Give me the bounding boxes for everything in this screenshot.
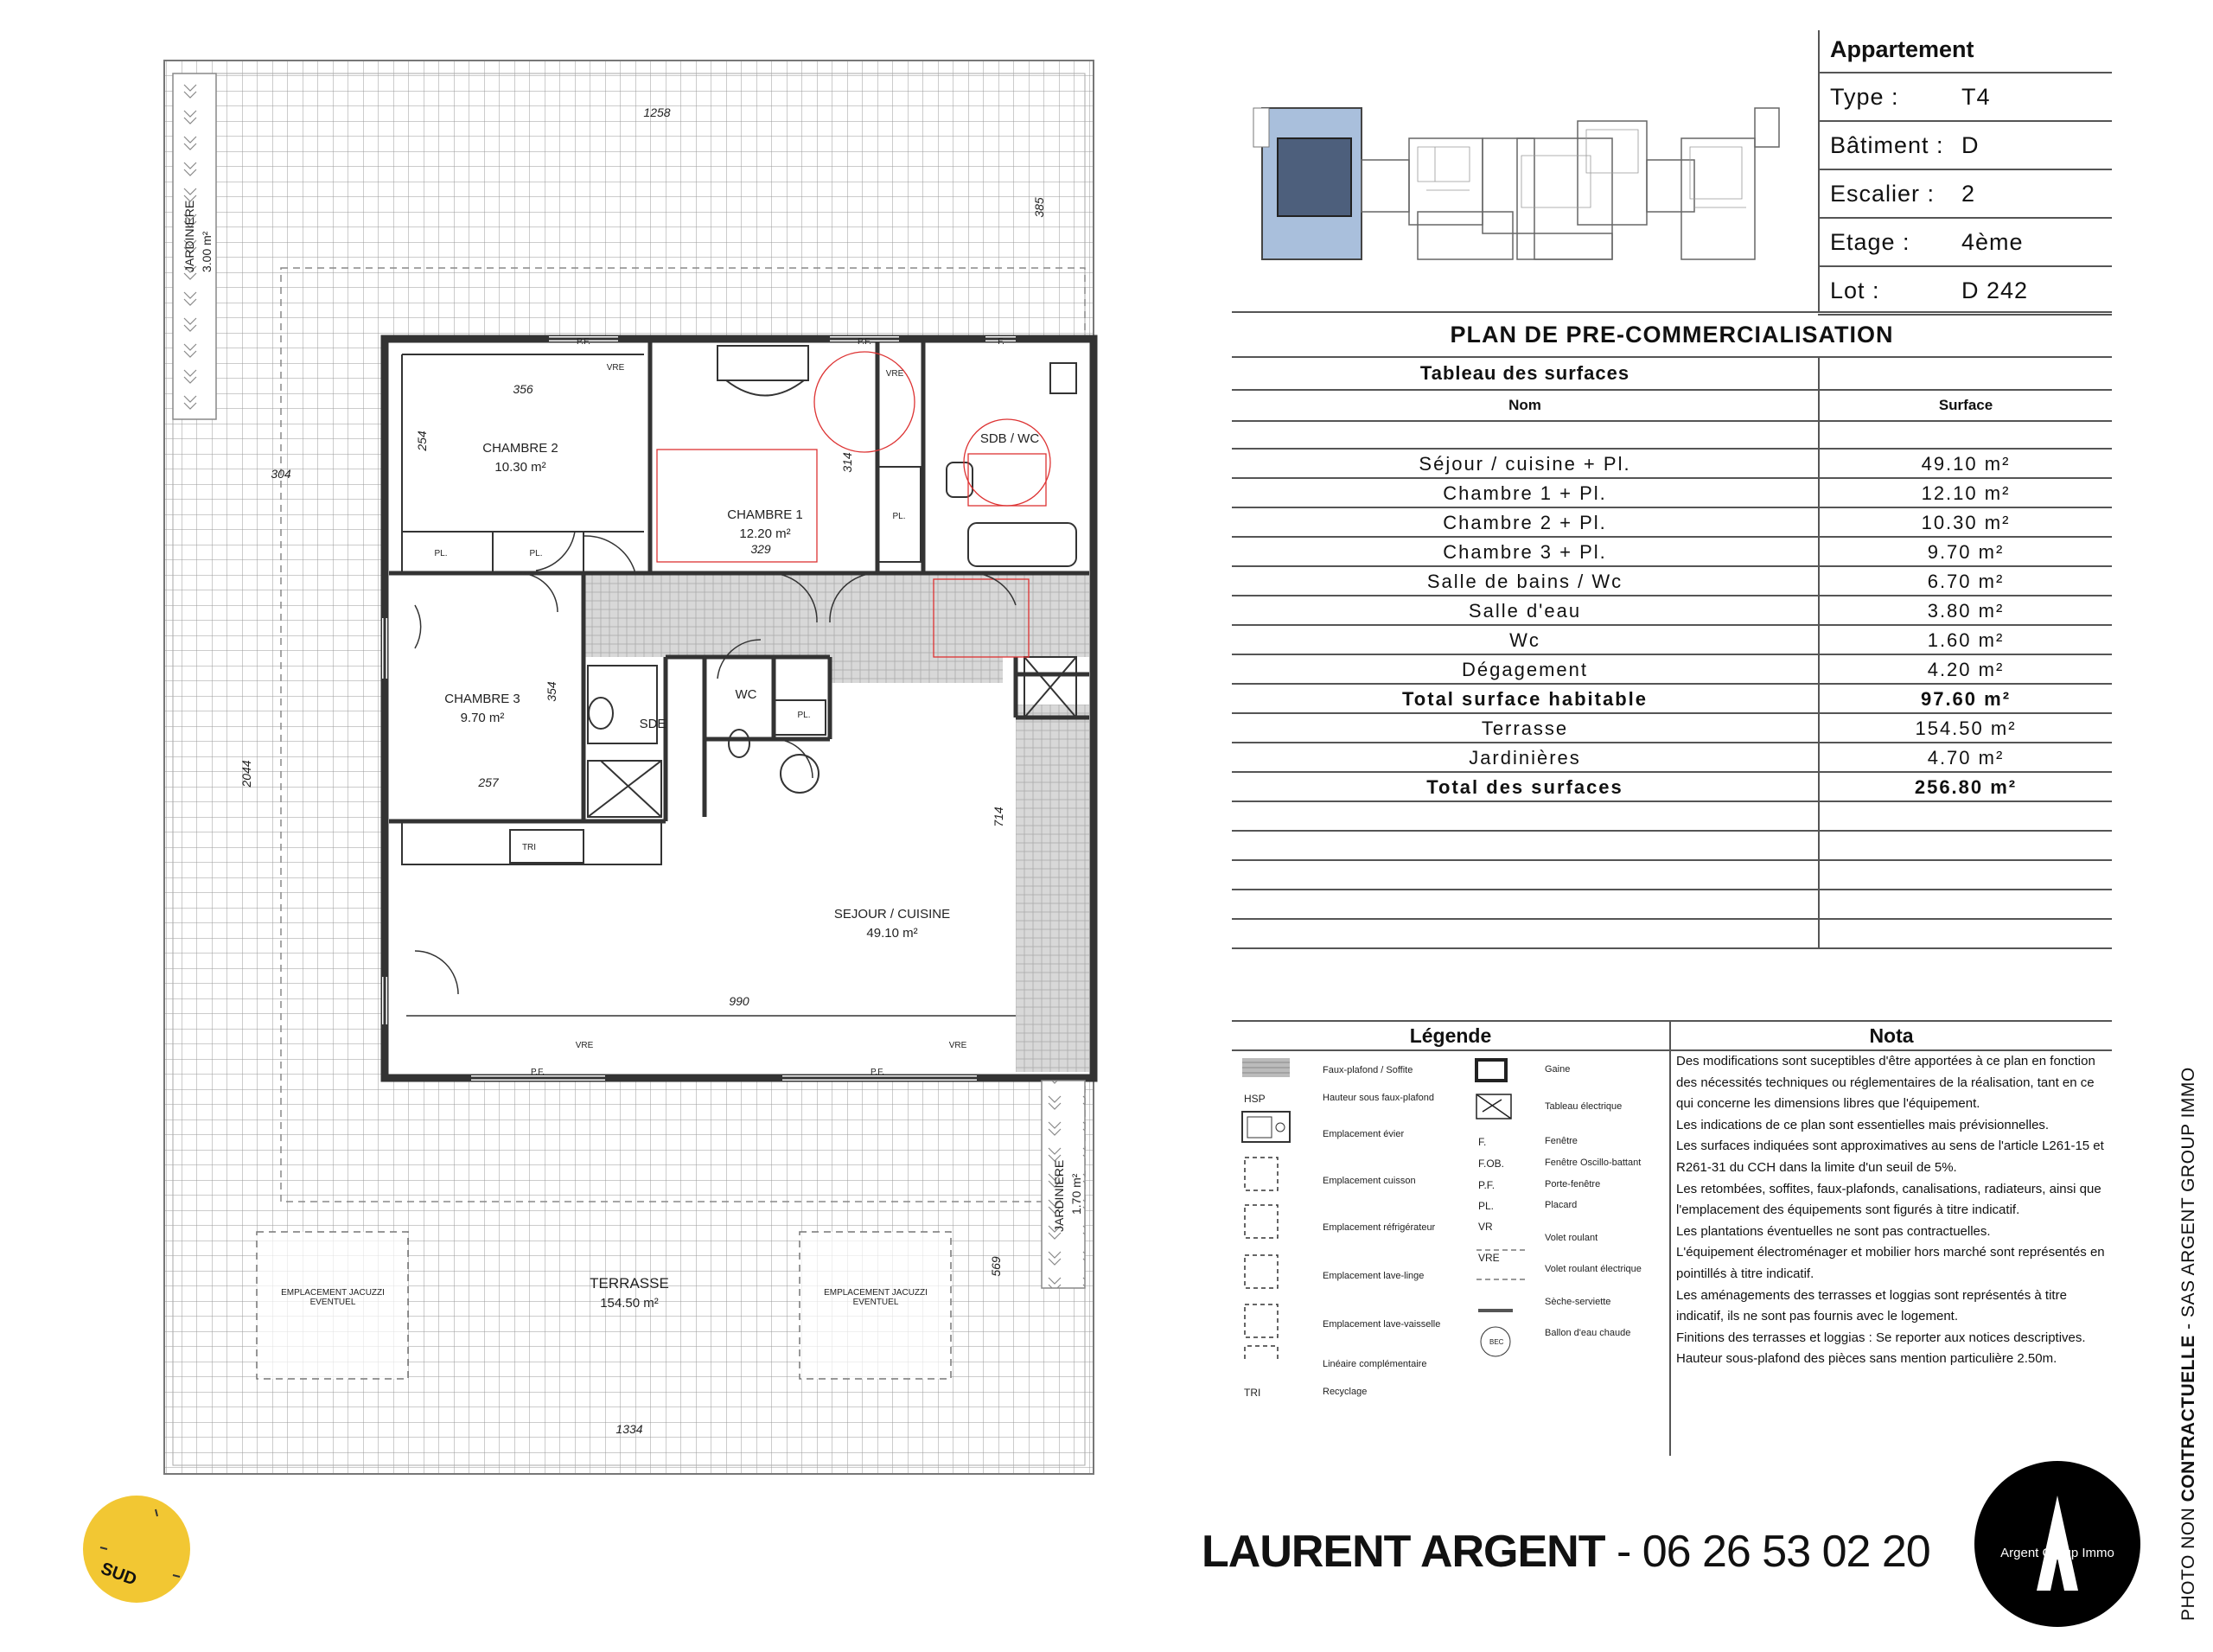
- nota-paragraph: Des modifications sont suceptibles d'être apportées à ce plan en fonction des nécessités techniques ou réglementaires de la réalisation, tant en ce qui concerne les dimensions libres que l'équipement.: [1676, 1054, 2095, 1112]
- room-chambre-1: CHAMBRE 1: [727, 507, 803, 522]
- dim-385: 385: [1032, 197, 1046, 218]
- dim-304: 304: [271, 467, 291, 481]
- surfaces-title: Tableau des surfaces: [1232, 358, 1820, 389]
- nota-text: [1673, 1051, 2114, 1370]
- legend-item: Placard: [1545, 1200, 1578, 1210]
- room-wc: WC: [735, 687, 757, 702]
- legend-item: Emplacement lave-vaisselle: [1323, 1319, 1441, 1330]
- info-key: Escalier :: [1830, 181, 1936, 207]
- dim-569: 569: [989, 1256, 1003, 1277]
- empty-row: [1232, 861, 2112, 890]
- info-key: Etage :: [1830, 229, 1910, 255]
- room-sejour-area: 49.10 m²: [866, 926, 918, 941]
- floor-plan: [0, 0, 1124, 1487]
- legend-nota: [1232, 1020, 2112, 1457]
- nota-paragraph: Les indications de ce plan sont essentielles mais prévisionnelles.: [1676, 1117, 2050, 1132]
- mark-pf-3: P.F.: [531, 1068, 545, 1077]
- surfaces-header: [1232, 391, 2112, 422]
- plan-title: PLAN DE PRE-COMMERCIALISATION: [1232, 311, 2112, 358]
- empty-row: [1232, 920, 2112, 949]
- room-sde: SDE: [639, 717, 666, 731]
- legend-code: VRE: [1478, 1252, 1500, 1264]
- nota-title: Nota: [1869, 1024, 1914, 1047]
- info-key: Lot :: [1830, 277, 1880, 303]
- compass-sud: [83, 1496, 190, 1603]
- surface-name: Chambre 2 + Pl.: [1232, 508, 1820, 536]
- info-row-batiment: [1818, 122, 2112, 170]
- legend-item: Porte-fenêtre: [1545, 1179, 1601, 1190]
- legend-item: Emplacement réfrigérateur: [1323, 1222, 1436, 1233]
- mark-pl-2: PL.: [529, 549, 543, 558]
- info-value: T4: [1961, 84, 1991, 110]
- empty-row: [1232, 802, 2112, 832]
- dim-354: 354: [545, 681, 558, 702]
- legend-item: Emplacement lave-linge: [1323, 1271, 1425, 1281]
- surface-name: Total des surfaces: [1232, 773, 1820, 800]
- jardiniere-1-name: JARDINIERE: [182, 200, 196, 272]
- dim-2044: 2044: [239, 760, 253, 788]
- surface-name: Dégagement: [1232, 655, 1820, 683]
- surface-name: Séjour / cuisine + Pl.: [1232, 450, 1820, 477]
- legend-code: BEC: [1489, 1338, 1504, 1346]
- room-terrasse: TERRASSE: [590, 1275, 669, 1292]
- mark-pl-3: PL.: [892, 512, 906, 521]
- mark-f-1: F.: [998, 337, 1004, 347]
- info-row-escalier: [1818, 170, 2112, 219]
- info-value: 4ème: [1961, 229, 2024, 255]
- nota-paragraph: Les retombées, soffites, faux-plafonds, canalisations, radiateurs, ainsi que l'emplacement des équipements sont figurés à titre indicatif.: [1676, 1181, 2101, 1218]
- legend-code: HSP: [1244, 1093, 1266, 1105]
- jardiniere-2-area: 1.70 m²: [1069, 1173, 1083, 1215]
- contact-line: [1202, 1526, 1930, 1578]
- dim-356: 356: [513, 382, 533, 396]
- mark-vre-4: VRE: [948, 1041, 967, 1050]
- surface-row: [1232, 655, 2112, 685]
- mark-pf-1: P.F.: [577, 337, 590, 347]
- surface-row: [1232, 596, 2112, 626]
- info-value: D: [1961, 132, 1980, 158]
- logo-text: Argent Group Immo: [2000, 1546, 2114, 1560]
- info-row-type: [1818, 73, 2112, 122]
- surface-row: [1232, 714, 2112, 743]
- legend-code: VR: [1478, 1221, 1493, 1233]
- surface-value: 154.50 m²: [1915, 718, 2017, 739]
- nota-paragraph: Hauteur sous-plafond des pièces sans mention particulière 2.50m.: [1676, 1351, 2057, 1367]
- dim-257: 257: [478, 775, 499, 789]
- legend-item: Fenêtre: [1545, 1136, 1578, 1146]
- dim-254: 254: [415, 431, 429, 451]
- surface-name: Jardinières: [1232, 743, 1820, 771]
- nota-paragraph: Les aménagements des terrasses et loggias sont représentés à titre indicatif, ils ne sont pas fournis avec le logement.: [1676, 1287, 2067, 1324]
- spacer-row: [1232, 422, 2112, 450]
- legend-code: F.: [1478, 1136, 1487, 1148]
- legend-code: PL.: [1478, 1200, 1495, 1212]
- col-nom: Nom: [1232, 391, 1820, 420]
- surface-value: 97.60 m²: [1920, 688, 2012, 710]
- legend-nota-header: [1232, 1020, 2112, 1051]
- surface-row: [1232, 685, 2112, 714]
- dim-314: 314: [840, 452, 854, 473]
- surface-row: [1232, 743, 2112, 773]
- surface-row: [1232, 538, 2112, 567]
- mark-pl-4: PL.: [797, 711, 811, 720]
- mark-vre-2: VRE: [885, 369, 904, 379]
- surface-value: 4.20 m²: [1927, 659, 2005, 680]
- room-sdb-wc: SDB / WC: [979, 431, 1040, 446]
- room-chambre-2: CHAMBRE 2: [482, 441, 558, 456]
- surface-name: Salle de bains / Wc: [1232, 567, 1820, 595]
- surface-value: 9.70 m²: [1927, 541, 2005, 563]
- mark-vre-1: VRE: [606, 363, 625, 373]
- nota-paragraph: Finitions des terrasses et loggias : Se reporter aux notices descriptives.: [1676, 1330, 2086, 1345]
- info-value: D 242: [1961, 277, 2029, 303]
- surface-row: [1232, 479, 2112, 508]
- nota-paragraph: L'équipement électroménager et mobilier hors marché sont représentés en pointillés à titre indicatif.: [1676, 1245, 2105, 1281]
- legend-item: Ballon d'eau chaude: [1545, 1328, 1631, 1338]
- mark-tri: TRI: [521, 843, 537, 852]
- surface-value: 4.70 m²: [1927, 747, 2005, 769]
- jacuzzi-label-2: EMPLACEMENT JACUZZI EVENTUEL: [824, 1288, 928, 1307]
- surface-name: Salle d'eau: [1232, 596, 1820, 624]
- legend-title: Légende: [1232, 1022, 1671, 1049]
- legend-item: Hauteur sous faux-plafond: [1323, 1093, 1435, 1103]
- info-key: Type :: [1830, 84, 1899, 110]
- room-chambre-3: CHAMBRE 3: [444, 692, 520, 706]
- legend-item: Faux-plafond / Soffite: [1323, 1065, 1413, 1075]
- surface-row: [1232, 567, 2112, 596]
- legend-item: Recyclage: [1323, 1387, 1368, 1397]
- legend-code: F.OB.: [1478, 1158, 1505, 1170]
- info-key: Bâtiment :: [1830, 132, 1944, 158]
- dim-990: 990: [729, 994, 749, 1008]
- legend-item: Emplacement cuisson: [1323, 1176, 1416, 1186]
- legend-code: TRI: [1244, 1387, 1261, 1399]
- apartment-info: [1818, 30, 2112, 316]
- surface-name: Chambre 1 + Pl.: [1232, 479, 1820, 507]
- info-title: Appartement: [1818, 30, 2112, 73]
- key-plan: [1245, 95, 1798, 268]
- legend-code: P.F.: [1478, 1179, 1496, 1191]
- dim-329: 329: [750, 542, 771, 556]
- surface-row: [1232, 450, 2112, 479]
- legend: [1232, 1049, 1671, 1456]
- surfaces-title-row: [1232, 358, 2112, 391]
- room-terrasse-area: 154.50 m²: [600, 1296, 659, 1311]
- legend-item: Sèche-serviette: [1545, 1297, 1611, 1307]
- surface-value: 10.30 m²: [1921, 512, 2011, 533]
- legend-item: Linéaire complémentaire: [1323, 1359, 1427, 1369]
- info-row-lot: [1818, 267, 2112, 316]
- surface-name: Wc: [1232, 626, 1820, 654]
- surface-value: 12.10 m²: [1921, 482, 2011, 504]
- info-value: 2: [1961, 181, 1976, 207]
- col-surface: Surface: [1938, 397, 1993, 413]
- compass-label: SUD: [98, 1559, 139, 1590]
- contact-name: LAURENT ARGENT: [1202, 1527, 1605, 1577]
- nota-paragraph: Les surfaces indiquées sont approximatives au sens de l'article L261-15 et R261-31 du CCH dans la limite d'un seuil de 5%.: [1676, 1139, 2104, 1175]
- side-text-1: PHOTO NON: [2178, 1502, 2198, 1621]
- jardiniere-1-area: 3.00 m²: [200, 231, 214, 272]
- surface-name: Total surface habitable: [1232, 685, 1820, 712]
- mark-pf-2: P.F.: [858, 337, 871, 347]
- room-chambre-3-area: 9.70 m²: [460, 711, 505, 725]
- room-sejour: SEJOUR / CUISINE: [833, 907, 951, 922]
- contact-phone: 06 26 53 02 20: [1642, 1527, 1930, 1577]
- side-text-3: - SAS ARGENT GROUP IMMO: [2178, 1067, 2198, 1336]
- legend-item: Tableau électrique: [1545, 1101, 1623, 1112]
- surface-row: [1232, 626, 2112, 655]
- side-disclaimer: [2178, 1067, 2199, 1621]
- surface-value: 49.10 m²: [1921, 453, 2011, 475]
- dim-1258: 1258: [643, 105, 671, 119]
- surface-name: Terrasse: [1232, 714, 1820, 742]
- dim-1334: 1334: [615, 1422, 643, 1436]
- surface-value: 6.70 m²: [1927, 571, 2005, 592]
- legend-item: Fenêtre Oscillo-battant: [1545, 1158, 1642, 1168]
- surface-row: [1232, 773, 2112, 802]
- surface-row: [1232, 508, 2112, 538]
- surface-name: Chambre 3 + Pl.: [1232, 538, 1820, 565]
- surface-value: 256.80 m²: [1914, 776, 2018, 798]
- info-row-etage: [1818, 219, 2112, 267]
- dim-714: 714: [992, 807, 1005, 827]
- argent-logo: [1974, 1461, 2140, 1627]
- surfaces-table: [1232, 311, 2112, 949]
- legend-item: Emplacement évier: [1323, 1129, 1405, 1139]
- nota-paragraph: Les plantations éventuelles ne sont pas contractuelles.: [1676, 1223, 1991, 1239]
- surface-value: 3.80 m²: [1927, 600, 2005, 622]
- room-chambre-2-area: 10.30 m²: [494, 460, 546, 475]
- jardiniere-2-name: JARDINIERE: [1052, 1159, 1066, 1232]
- mark-pl-1: PL.: [434, 549, 448, 558]
- legend-item: Gaine: [1545, 1064, 1571, 1075]
- side-text-2: CONTRACTUELLE: [2178, 1335, 2198, 1502]
- room-chambre-1-area: 12.20 m²: [739, 526, 791, 541]
- surface-value: 1.60 m²: [1927, 629, 2005, 651]
- legend-item: Volet roulant électrique: [1545, 1264, 1642, 1274]
- empty-row: [1232, 890, 2112, 920]
- legend-item: Volet roulant: [1545, 1233, 1598, 1243]
- empty-row: [1232, 832, 2112, 861]
- mark-vre-3: VRE: [575, 1041, 594, 1050]
- contact-sep: -: [1604, 1527, 1642, 1577]
- jacuzzi-label-1: EMPLACEMENT JACUZZI EVENTUEL: [281, 1288, 385, 1307]
- mark-pf-4: P.F.: [871, 1068, 884, 1077]
